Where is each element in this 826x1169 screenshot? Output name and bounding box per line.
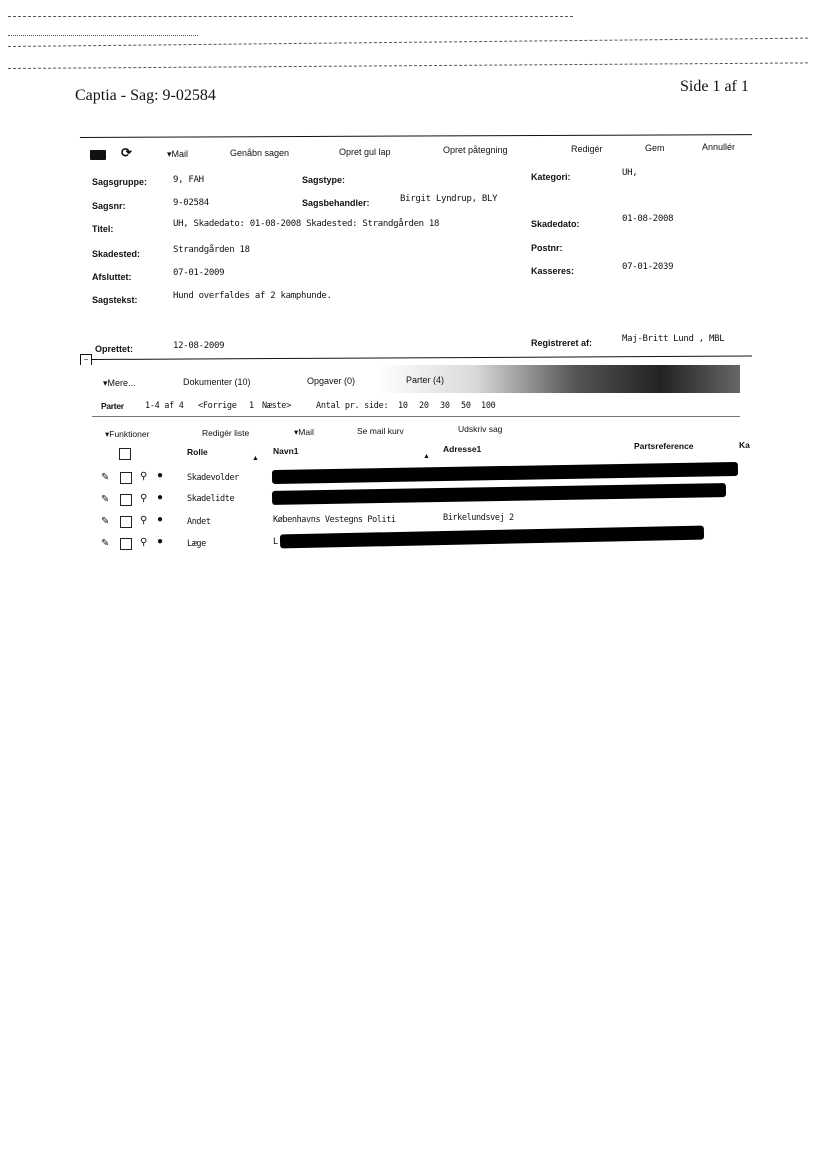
row-checkbox[interactable] (120, 494, 132, 506)
create-endorsement-button[interactable]: Opret påtegning (443, 145, 508, 155)
redaction-bar (272, 483, 726, 505)
case-type-label: Sagstype: (302, 175, 346, 185)
print-case-link[interactable]: Udskriv sag (458, 424, 503, 434)
sort-arrow-icon[interactable]: ▲ (423, 453, 430, 460)
table-cell-role: Læge (187, 539, 206, 549)
functions-menu[interactable]: ▾Funktioner (105, 429, 150, 439)
tab-more[interactable]: ▾Mere... (103, 378, 136, 388)
row-checkbox[interactable] (120, 472, 132, 484)
tab-parties[interactable]: Parter (4) (406, 375, 445, 385)
case-handler-label: Sagsbehandler: (302, 198, 370, 208)
postal-code-label: Postnr: (531, 243, 563, 253)
pager-page-link[interactable]: 1 (249, 401, 254, 411)
mail-menu[interactable]: ▾Mail (167, 149, 189, 159)
refresh-icon[interactable]: ⟳ (121, 145, 132, 160)
table-cell-role: Skadevolder (187, 473, 239, 483)
section-rule (92, 356, 752, 360)
registered-by-label: Registreret af: (531, 338, 593, 348)
discard-date-value: 07-01-2039 (622, 262, 674, 272)
pager-range: 1-4 af 4 (145, 401, 184, 411)
pager-label: Parter (101, 401, 124, 411)
collapse-icon[interactable]: − (80, 354, 92, 366)
category-label: Kategori: (531, 172, 571, 182)
save-button[interactable]: Gem (645, 143, 665, 153)
closed-label: Afsluttet: (92, 272, 132, 282)
damage-date-value: 01-08-2008 (622, 214, 674, 224)
person-icon[interactable]: ● (157, 470, 164, 481)
damage-location-label: Skadested: (92, 249, 141, 259)
per-page-option[interactable]: 100 (481, 401, 496, 411)
per-page-option[interactable]: 10 (398, 401, 408, 411)
select-all-checkbox[interactable] (119, 448, 131, 460)
edit-pencil-icon[interactable]: ✎ (101, 472, 110, 483)
table-cell-role: Skadelidte (187, 494, 235, 504)
redaction-bar (272, 462, 738, 484)
table-cell-name: Københavns Vestegns Politi (273, 515, 396, 525)
registered-by-value: Maj-Britt Lund , MBL (622, 334, 725, 344)
edit-button[interactable]: Redigér (571, 144, 603, 154)
created-value: 12-08-2009 (173, 341, 225, 351)
edit-list-button[interactable]: Redigér liste (202, 428, 250, 438)
pager-next-link[interactable]: Næste> (262, 401, 291, 411)
cancel-button[interactable]: Annullér (702, 142, 736, 152)
folder-icon[interactable] (90, 150, 106, 160)
sort-arrow-icon[interactable]: ▲ (252, 455, 259, 462)
redaction-bar (280, 526, 704, 549)
pager-rule (92, 416, 740, 417)
title-value: UH, Skadedato: 01-08-2008 Skadested: Strandgården 18 (173, 219, 440, 229)
scan-line (8, 38, 808, 47)
tab-documents[interactable]: Dokumenter (10) (183, 377, 251, 387)
case-number-label: Sagsnr: (92, 201, 126, 211)
case-number-value: 9-02584 (173, 198, 209, 208)
document-title: Captia - Sag: 9-02584 (75, 87, 216, 104)
scan-line (8, 35, 198, 36)
table-cell-name: L (273, 537, 278, 547)
column-header-party-ref[interactable]: Partsreference (634, 441, 694, 451)
per-page-option[interactable]: 50 (461, 401, 471, 411)
tab-tasks[interactable]: Opgaver (0) (307, 376, 356, 386)
created-label: Oprettet: (95, 344, 133, 354)
per-page-option[interactable]: 30 (440, 401, 450, 411)
page-number: Side 1 af 1 (680, 78, 749, 95)
reopen-case-button[interactable]: Genåbn sagen (230, 148, 290, 158)
row-checkbox[interactable] (120, 538, 132, 550)
edit-pencil-icon[interactable]: ✎ (101, 494, 110, 505)
damage-location-value: Strandgården 18 (173, 245, 250, 255)
column-header-address[interactable]: Adresse1 (443, 444, 482, 454)
closed-value: 07-01-2009 (173, 268, 225, 278)
table-cell-address: Birkelundsvej 2 (443, 513, 514, 523)
person-icon[interactable]: ● (157, 536, 164, 547)
pager-prev-link[interactable]: <Forrige (198, 401, 237, 411)
title-label: Titel: (92, 224, 114, 234)
case-text-label: Sagstekst: (92, 295, 138, 305)
column-header-ka[interactable]: Ka (739, 440, 750, 450)
mail-basket-link[interactable]: Se mail kurv (357, 426, 404, 436)
person-icon[interactable]: ● (157, 514, 164, 525)
key-icon[interactable]: ⚲ (140, 537, 148, 548)
mail-menu-list[interactable]: ▾Mail (294, 427, 314, 437)
edit-pencil-icon[interactable]: ✎ (101, 516, 110, 527)
key-icon[interactable]: ⚲ (140, 515, 148, 526)
scan-line (8, 16, 573, 17)
category-value: UH, (622, 168, 638, 178)
toolbar-top-rule (80, 134, 752, 138)
case-text-value: Hund overfaldes af 2 kamphunde. (173, 291, 332, 301)
key-icon[interactable]: ⚲ (140, 471, 148, 482)
column-header-name[interactable]: Navn1 (273, 446, 299, 456)
per-page-option[interactable]: 20 (419, 401, 429, 411)
column-header-role[interactable]: Rolle (187, 447, 208, 457)
table-cell-role: Andet (187, 517, 211, 527)
create-note-button[interactable]: Opret gul lap (339, 147, 391, 157)
case-handler-value: Birgit Lyndrup, BLY (400, 194, 498, 204)
case-group-value: 9, FAH (173, 175, 204, 185)
row-checkbox[interactable] (120, 516, 132, 528)
damage-date-label: Skadedato: (531, 219, 580, 229)
per-page-label: Antal pr. side: (316, 401, 389, 411)
person-icon[interactable]: ● (157, 492, 164, 503)
case-group-label: Sagsgruppe: (92, 177, 148, 187)
scan-line (8, 62, 808, 69)
discard-date-label: Kasseres: (531, 266, 575, 276)
key-icon[interactable]: ⚲ (140, 493, 148, 504)
edit-pencil-icon[interactable]: ✎ (101, 538, 110, 549)
